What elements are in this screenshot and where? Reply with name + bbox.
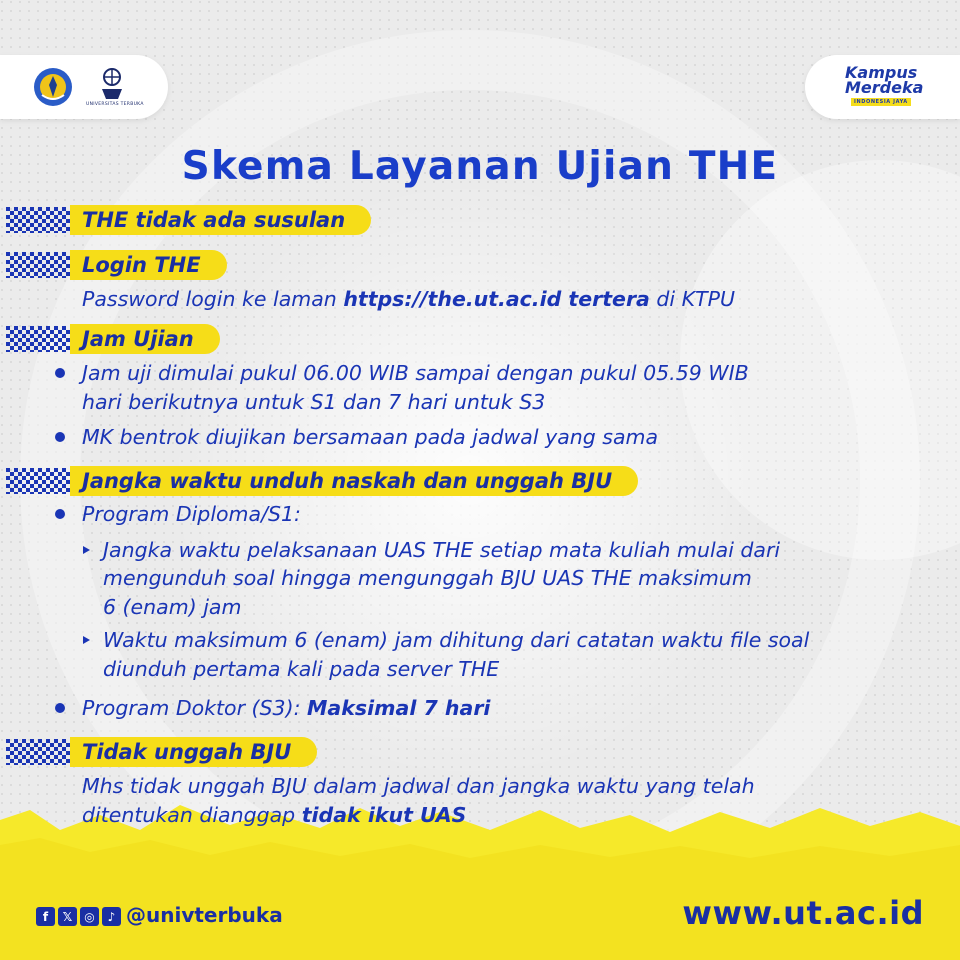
login-text-post: di KTPU bbox=[649, 287, 735, 311]
jam-bullet2: MK bentrok diujikan bersamaan pada jadwal yang sama bbox=[82, 425, 659, 449]
website-link[interactable]: www.ut.ac.id bbox=[682, 894, 924, 932]
jangka-sub1-line2: mengunduh soal hingga mengunggah BJU UAS THE maksimum bbox=[103, 566, 752, 590]
section-heading-unggah: Tidak unggah BJU bbox=[82, 740, 292, 764]
bullet-icon bbox=[55, 509, 65, 519]
section-heading-jangka: Jangka waktu unduh naskah dan unggah BJU bbox=[82, 469, 613, 493]
social-icons bbox=[36, 907, 121, 926]
checker-pattern-icon bbox=[6, 468, 72, 494]
checker-pattern-icon bbox=[6, 326, 72, 352]
x-icon[interactable]: 𝕏 bbox=[58, 907, 77, 926]
kampus-merdeka-tag: INDONESIA JAYA bbox=[851, 98, 911, 106]
jangka-diploma: Program Diploma/S1: bbox=[82, 502, 301, 526]
unggah-line2-bold: tidak ikut UAS bbox=[301, 803, 467, 827]
jam-bullet1-line2: hari berikutnya untuk S1 dan 7 hari untuk S3 bbox=[82, 390, 546, 414]
kampus-merdeka-logo bbox=[845, 65, 923, 95]
ut-logo-caption: UNIVERSITAS TERBUKA bbox=[86, 102, 144, 107]
tiktok-icon[interactable]: ♪ bbox=[102, 907, 121, 926]
login-text-pre: Password login ke laman bbox=[82, 287, 344, 311]
sub-bullet-icon bbox=[83, 546, 90, 554]
logo-card-right bbox=[805, 55, 960, 119]
jangka-doktor-bold: Maksimal 7 hari bbox=[307, 696, 491, 720]
logo-card-left bbox=[0, 55, 168, 119]
ut-logo-icon bbox=[96, 67, 128, 101]
jangka-sub1-line3: 6 (enam) jam bbox=[103, 595, 242, 619]
checker-pattern-icon bbox=[6, 207, 72, 233]
checker-pattern-icon bbox=[6, 739, 72, 765]
section-heading-jam: Jam Ujian bbox=[82, 327, 194, 351]
jangka-doktor bbox=[82, 693, 490, 723]
section-heading-susulan: THE tidak ada susulan bbox=[82, 208, 346, 232]
checker-pattern-icon bbox=[6, 252, 72, 278]
social-handle[interactable]: @univterbuka bbox=[126, 903, 283, 927]
bullet-icon bbox=[55, 703, 65, 713]
jam-bullet1-line1: Jam uji dimulai pukul 06.00 WIB sampai dengan pukul 05.59 WIB bbox=[82, 361, 749, 385]
bullet-icon bbox=[55, 432, 65, 442]
bullet-icon bbox=[55, 368, 65, 378]
unggah-line2-pre: ditentukan dianggap bbox=[82, 803, 302, 827]
unggah-line2 bbox=[82, 800, 466, 830]
section-heading-login: Login THE bbox=[82, 253, 201, 277]
jangka-doktor-pre: Program Doktor (S3): bbox=[82, 696, 308, 720]
jangka-sub2-line1: Waktu maksimum 6 (enam) jam dihitung dari catatan waktu file soal bbox=[103, 628, 810, 652]
jangka-sub1-line1: Jangka waktu pelaksanaan UAS THE setiap mata kuliah mulai dari bbox=[103, 538, 781, 562]
kampus-merdeka-line1: Kampus bbox=[845, 63, 918, 82]
kemdikbud-logo-icon bbox=[33, 67, 73, 107]
jangka-sub2-line2: diunduh pertama kali pada server THE bbox=[103, 657, 500, 681]
page-title: Skema Layanan Ujian THE bbox=[181, 144, 779, 189]
unggah-line1: Mhs tidak unggah BJU dalam jadwal dan jangka waktu yang telah bbox=[82, 774, 755, 798]
login-url-link[interactable]: https://the.ut.ac.id tertera bbox=[343, 287, 650, 311]
sub-bullet-icon bbox=[83, 636, 90, 644]
instagram-icon[interactable]: ◎ bbox=[80, 907, 99, 926]
facebook-icon[interactable]: f bbox=[36, 907, 55, 926]
login-text bbox=[82, 284, 735, 314]
kampus-merdeka-line2: Merdeka bbox=[845, 78, 924, 97]
